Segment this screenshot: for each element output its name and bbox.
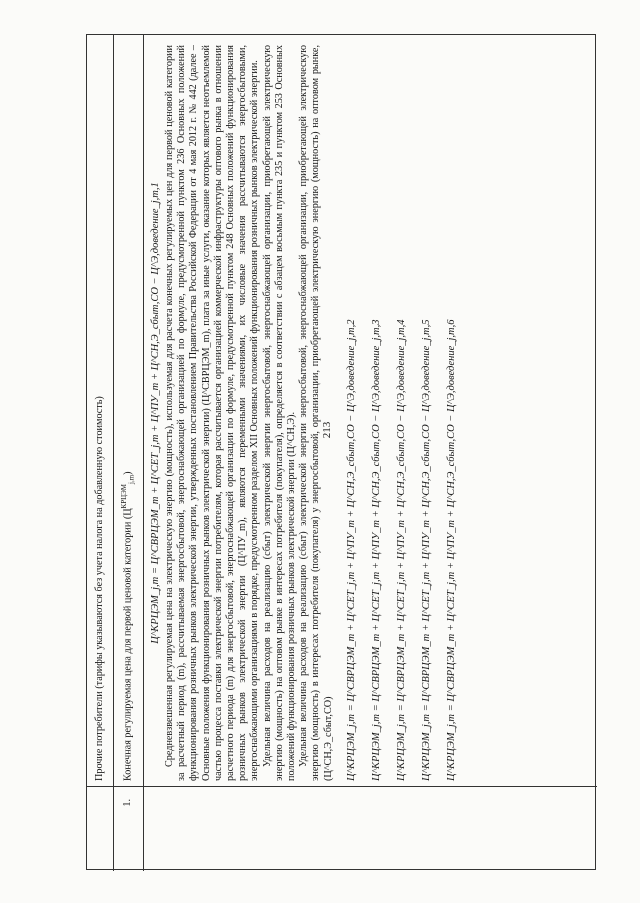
formula-4: Ц^КРЦЭМ_j,m = Ц^СВРЦЭМ_m + Ц^СЕТ_j,m + Ц^ПУ_m + Ц^СН,Э_сбыт,СО − Ц^Э,доведение_j,m,4: [395, 319, 407, 781]
paragraph-sales-expenses: Удельная величина расходов на реализацию (сбыт) электрической энергии энергосбытовой, энергоснабжающей организации, приобретающей электрическую энергию (мощность) на оптовом рынке в интересах потребителя (покупателя), определяется в соответствии с абзацем восьмым пункта 235 и пунктом 253 Основных положений функционирования розничных рынков электрической энергии (Ц^СН,Э).: [261, 45, 298, 781]
row-content: [147, 45, 593, 781]
paragraph-sales-expenses-so: Удельная величина расходов на реализацию (сбыт) электрической энергии энергосбытовой, энергоснабжающей организации, приобретающей электрическую энергию (мощность) в интересах потребителя (покупателя) у энергосбытовой, организации, приобретающей электрическую энергию (мощность) на оптовом рынке, (Ц^СН,Э_сбыт,СО): [298, 45, 334, 781]
formula-main: Ц^КРЦЭМ_j,m = Ц^СВРЦЭМ_m + Ц^СЕТ_j,m + Ц^ПУ_m + Ц^СН,Э_сбыт,СО − Ц^Э,доведение_j,m,1: [150, 182, 161, 644]
paragraph-weighted-price: Средневзвешенная регулируемая цена на электрическую энергию (мощность), используемая для расчета конечных регулируемых цен для первой ценовой категории за расчетный период (m), рассчитываемая энергосбытовой, энергоснабжающей организацией по формуле, предусмотренной пунктом 236 Основных положений функционирования розничных рынков электрической энергии, утвержденных постановлением Правительства Российской Федерации от 4 мая 2012 г. № 442 (далее – Основные положения функционирования розничных рынков электрической энергии) (Ц^СВРЦЭМ_m), плата за иные услуги, оказание которых является неотъемлемой частью процесса поставки электрической энергии потребителям, которая рассчитывается организацией коммерческой инфраструктуры оптового рынка в отношении расчетного периода (m) для энергосбытовой, энергоснабжающей организации по формуле, предусмотренной пунктом 248 Основных положений функционирования розничных рынков электрической энергии (Ц^ПУ_m), являются переменными значениями, их числовые значения рассчитываются энергосбытовыми, энергоснабжающими организациями в порядке, предусмотренном разделом XII Основных положений функционирования розничных рынков электрической энергии.: [164, 45, 261, 781]
formula-6: Ц^КРЦЭМ_j,m = Ц^СВРЦЭМ_m + Ц^СЕТ_j,m + Ц^ПУ_m + Ц^СН,Э_сбыт,СО − Ц^Э,доведение_j,m,6: [445, 319, 457, 781]
row-title: Конечная регулируемая цена для первой ценовой категории $(Ц^{КРЦЭМ}_{j,m})$: [120, 471, 136, 781]
rotated-table-content: [87, 35, 597, 871]
section-title: Прочие потребители (тарифы указываются без учета налога на добавленную стоимость): [93, 396, 105, 781]
formula-2: Ц^КРЦЭМ_j,m = Ц^СВРЦЭМ_m + Ц^СЕТ_j,m + Ц^ПУ_m + Ц^СН,Э_сбыт,СО − Ц^Э,доведение_j,m,2: [345, 319, 357, 781]
formula-5: Ц^КРЦЭМ_j,m = Ц^СВРЦЭМ_m + Ц^СЕТ_j,m + Ц^ПУ_m + Ц^СН,Э_сбыт,СО − Ц^Э,доведение_j,m,5: [420, 319, 432, 781]
row-number: 1.: [121, 799, 133, 807]
section-header: [87, 35, 113, 871]
page-number: 213: [321, 421, 333, 439]
formula-3: Ц^КРЦЭМ_j,m = Ц^СВРЦЭМ_m + Ц^СЕТ_j,m + Ц^ПУ_m + Ц^СН,Э_сбыт,СО − Ц^Э,доведение_j,m,3: [370, 319, 382, 781]
row-header: [113, 35, 143, 871]
row-body: [143, 35, 597, 871]
tariff-table: [86, 34, 596, 870]
